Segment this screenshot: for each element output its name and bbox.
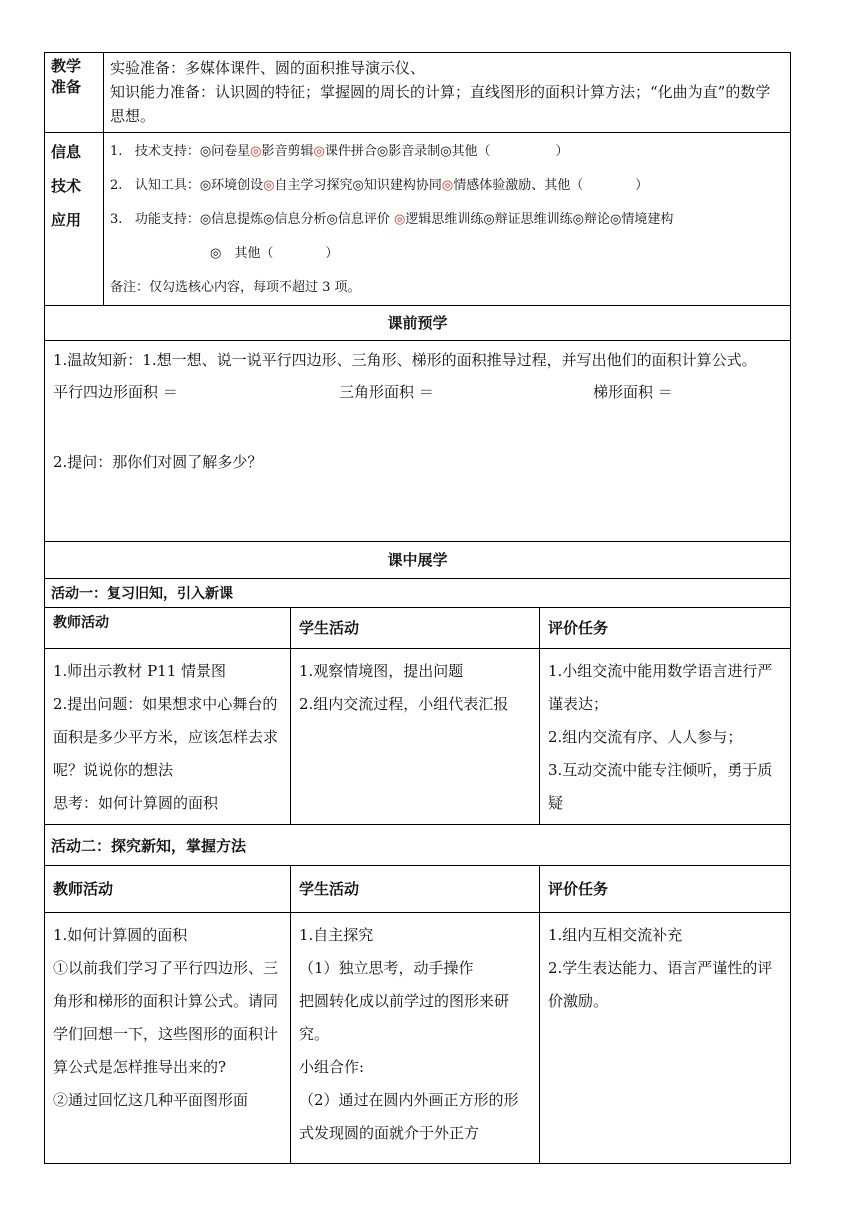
activity1-header-row: [45, 608, 791, 649]
pre-study-title: 课前预学: [45, 306, 791, 341]
activity2-student-line: 1.自主探究: [299, 926, 374, 944]
activity1-student-line: 2.组内交流过程，小组代表汇报: [299, 695, 509, 713]
activity1-teacher-line: 思考：如何计算圆的面积: [53, 794, 219, 812]
activity1-header-teacher: 教师活动: [45, 608, 291, 649]
info-label-2: 技术: [51, 177, 82, 195]
info-note: 备注：仅勾选核心内容，每项不超过 3 项。: [110, 280, 361, 295]
info-item-cognitive-tools: 2. 认知工具：◎环境创设◎自主学习探究◎知识建构协同◎情感体验激励、其他（ ）: [110, 178, 649, 193]
option-text: ◎问卷星: [199, 144, 251, 159]
option-text: 影音剪辑: [261, 144, 314, 159]
pre-study-line-2: 2.提问：那你们对圆了解多少？: [53, 453, 263, 471]
activity2-student-line: （1）独立思考，动手操作: [299, 959, 474, 977]
selected-option-mark: ◎: [313, 144, 325, 159]
option-text: 课件拼合◎影音录制◎其他（ ）: [324, 144, 569, 159]
activity2-header-row: [45, 866, 791, 913]
pre-study-line-1: 1.温故知新：1.想一想、说一说平行四边形、三角形、梯形的面积推导过程，并写出他们的面积计算公式。: [53, 351, 757, 369]
activity2-student-cell: [291, 913, 540, 1164]
prep-content: [104, 53, 791, 133]
info-item-tech-support: 1. 技术支持：◎问卷星◎影音剪辑◎课件拼合◎影音录制◎其他（ ）: [110, 144, 569, 159]
selected-option-mark: ◎: [250, 144, 262, 159]
activity2-title-row: [45, 825, 791, 866]
activity1-title: 活动一：复习旧知，引入新课: [45, 579, 791, 608]
activity1-eval-line: 3.互动交流中能专注倾听，勇于质疑: [548, 761, 773, 812]
option-text: ◎信息提炼◎信息分析◎信息评价: [199, 212, 394, 227]
activity1-header-student: 学生活动: [291, 608, 540, 649]
lesson-plan-table: [44, 52, 791, 1164]
activity1-teacher-line: 1.师出示教材 P11 情景图: [53, 662, 227, 680]
option-text: 逻辑思维训练◎辩证思维训练◎辩论◎情境建构: [405, 212, 674, 227]
info-item-function-support-cont: ◎ 其他（ ）: [210, 246, 339, 261]
activity2-body-row: [45, 913, 791, 1164]
activity1-teacher-line: 2.提出问题：如果想求中心舞台的面积是多少平方米，应该怎样去求呢？说说你的想法: [53, 695, 279, 779]
activity1-teacher-cell: [45, 649, 291, 825]
info-label-3: 应用: [51, 211, 82, 229]
activity1-eval-cell: [540, 649, 791, 825]
activity1-student-cell: [291, 649, 540, 825]
activity2-student-line: （2）通过在圆内外画正方形的形式发现圆的面就介于外正方: [299, 1091, 519, 1142]
activity2-eval-cell: [540, 913, 791, 1164]
activity2-eval-line: 2.学生表达能力、语言严谨性的评价激励。: [548, 959, 773, 1010]
formula-triangle: 三角形面积 ＝: [339, 383, 434, 401]
activity2-student-line: 小组合作:: [299, 1058, 365, 1076]
formula-trapezoid: 梯形面积 ＝: [593, 383, 673, 401]
pre-study-title-row: [45, 306, 791, 341]
activity2-teacher-line: ②通过回忆这几种平面图形面: [53, 1091, 249, 1109]
activity2-header-student: 学生活动: [291, 866, 540, 913]
activity1-title-row: [45, 579, 791, 608]
prep-line-1: 实验准备：多媒体课件、圆的面积推导演示仪、: [110, 59, 426, 77]
activity2-teacher-line: ①以前我们学习了平行四边形、三角形和梯形的面积计算公式。请同学们回想一下，这些图形的面积计算公式是怎样推导出来的?: [53, 959, 279, 1076]
activity1-header-eval: 评价任务: [540, 608, 791, 649]
selected-option-mark: ◎: [394, 212, 406, 227]
pre-study-row: [45, 341, 791, 542]
activity1-eval-line: 1.小组交流中能用数学语言进行严谨表达；: [548, 662, 773, 713]
option-text: ◎环境创设: [199, 178, 264, 193]
selected-option-mark: ◎: [441, 178, 454, 193]
info-label: [45, 133, 104, 306]
info-item-function-support: 3. 功能支持：◎信息提炼◎信息分析◎信息评价 ◎逻辑思维训练◎辩证思维训练◎辩论◎情境建构: [110, 212, 674, 227]
info-content: [104, 133, 791, 306]
in-class-title: 课中展学: [45, 542, 791, 579]
prep-line-2: 知识能力准备：认识圆的特征；掌握圆的周长的计算；直线图形的面积计算方法；“化曲为直”的数学思想。: [110, 83, 771, 125]
info-row: [45, 133, 791, 306]
option-text: 自主学习探究◎知识建构协同: [274, 178, 442, 193]
activity2-student-line: 把圆转化成以前学过的图形来研究。: [299, 992, 510, 1043]
pre-study-content: [45, 341, 791, 542]
in-class-title-row: [45, 542, 791, 579]
prep-row: [45, 53, 791, 133]
activity2-eval-line: 1.组内互相交流补充: [548, 926, 683, 944]
activity1-body-row: [45, 649, 791, 825]
activity2-teacher-line: 1.如何计算圆的面积: [53, 926, 188, 944]
activity2-header-teacher: 教师活动: [45, 866, 291, 913]
prep-label: 教学准备: [45, 53, 104, 133]
option-text: 情感体验激励、其他（ ）: [453, 178, 649, 193]
activity2-teacher-cell: [45, 913, 291, 1164]
activity1-student-line: 1.观察情境图，提出问题: [299, 662, 464, 680]
formula-parallelogram: 平行四边形面积 ＝: [53, 383, 178, 401]
activity1-eval-line: 2.组内交流有序、人人参与；: [548, 728, 743, 746]
activity2-header-eval: 评价任务: [540, 866, 791, 913]
selected-option-mark: ◎: [263, 178, 275, 193]
info-label-1: 信息: [51, 143, 82, 161]
formula-row: [53, 377, 784, 407]
activity2-title: 活动二：探究新知，掌握方法: [45, 825, 791, 866]
